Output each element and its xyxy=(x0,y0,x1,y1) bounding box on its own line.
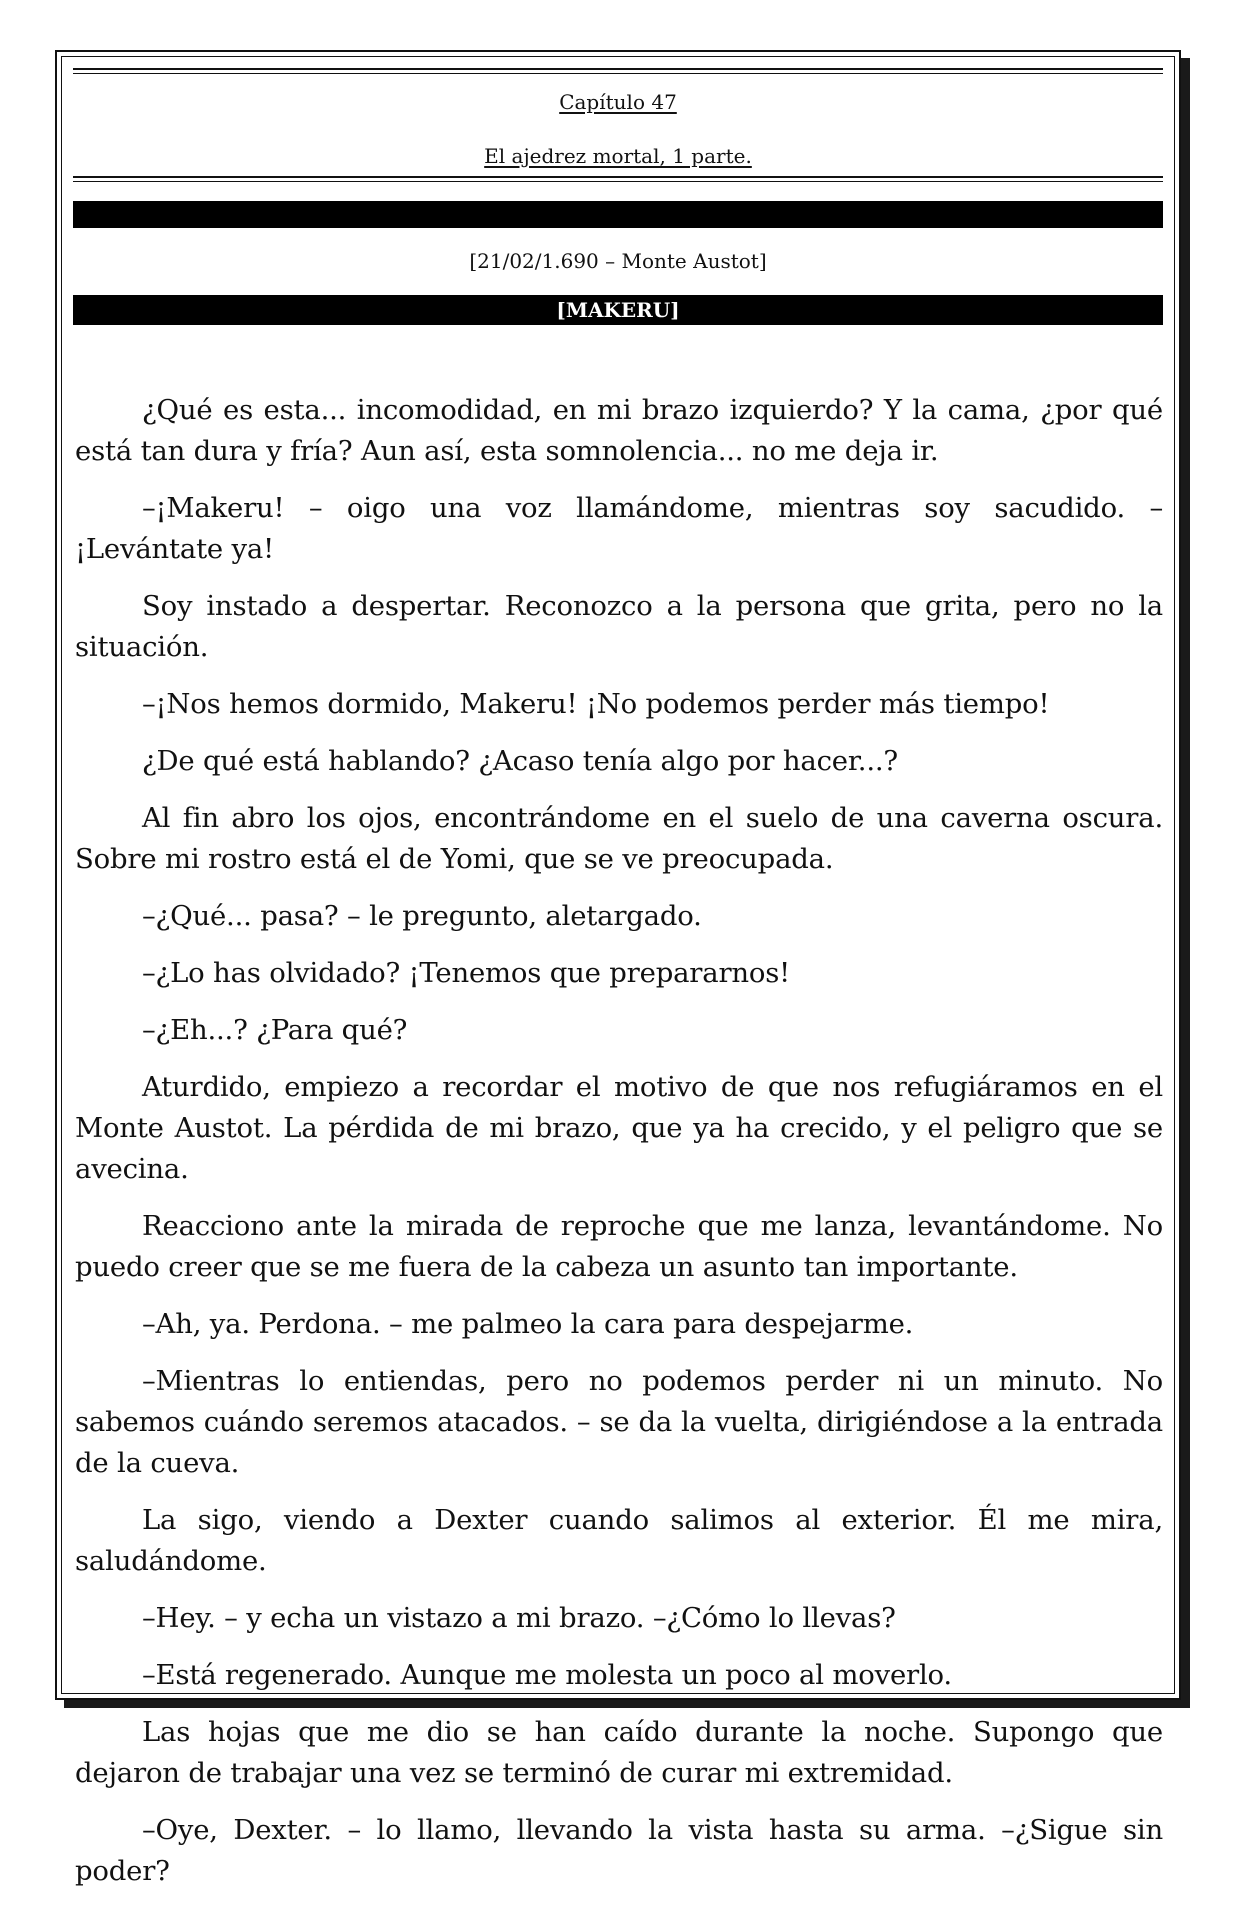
paragraph: Aturdido, empiezo a recordar el motivo de que nos refugiáramos en el Monte Austot. La pérdida de mi brazo, que ya ha crecido, y el peligro que se avecina. xyxy=(75,1071,1163,1185)
chapter-body xyxy=(75,390,1163,1908)
paragraph: –Mientras lo entiendas, pero no podemos perder ni un minuto. No sabemos cuándo seremos atacados. – se da la vuelta, dirigiéndose a la entrada de la cueva. xyxy=(75,1365,1163,1479)
middle-rule-thin xyxy=(73,181,1163,182)
paragraph: Al fin abro los ojos, encontrándome en el suelo de una caverna oscura. Sobre mi rostro está el de Yomi, que se ve preocupada. xyxy=(75,802,1163,875)
paragraph: Soy instado a despertar. Reconozco a la persona que grita, pero no la situación. xyxy=(75,590,1163,663)
date-location: [21/02/1.690 – Monte Austot] xyxy=(469,249,767,273)
paragraph: Reacciono ante la mirada de reproche que me lanza, levantándome. No puedo creer que se me fuera de la cabeza un asunto tan importante. xyxy=(75,1210,1163,1283)
page-frame xyxy=(55,50,1181,1887)
paragraph: –Oye, Dexter. – lo llamo, llevando la vista hasta su arma. –¿Sigue sin poder? xyxy=(75,1814,1163,1887)
top-rule-thin xyxy=(73,73,1163,74)
chapter-title: El ajedrez mortal, 1 parte. xyxy=(484,144,752,168)
paragraph: –¡Nos hemos dormido, Makeru! ¡No podemos perder más tiempo! xyxy=(142,688,1050,720)
top-rule xyxy=(73,68,1163,70)
paragraph: Las hojas que me dio se han caído durante la noche. Supongo que dejaron de trabajar una vez se terminó de curar mi extremidad. xyxy=(75,1716,1163,1789)
paragraph: La sigo, viendo a Dexter cuando salimos al exterior. Él me mira, saludándome. xyxy=(75,1504,1163,1577)
middle-rule xyxy=(73,176,1163,178)
paragraph: –¿Qué... pasa? – le pregunto, aletargado. xyxy=(142,900,702,932)
paragraph: –Hey. – y echa un vistazo a mi brazo. –¿Cómo lo llevas? xyxy=(142,1602,896,1634)
paragraph: ¿De qué está hablando? ¿Acaso tenía algo por hacer...? xyxy=(142,745,898,777)
paragraph: –¿Eh...? ¿Para qué? xyxy=(142,1014,408,1046)
paragraph: –Ah, ya. Perdona. – me palmeo la cara para despejarme. xyxy=(142,1308,914,1340)
paragraph: –Está regenerado. Aunque me molesta un poco al moverlo. xyxy=(142,1659,952,1691)
chapter-number: Capítulo 47 xyxy=(559,90,677,114)
paragraph: –¿Lo has olvidado? ¡Tenemos que prepararnos! xyxy=(142,957,791,989)
narrator-bar: [MAKERU] xyxy=(73,295,1163,325)
paragraph: ¿Qué es esta... incomodidad, en mi brazo izquierdo? Y la cama, ¿por qué está tan dura y fría? Aun así, esta somnolencia... no me deja ir. xyxy=(75,394,1163,467)
separator-bar xyxy=(73,201,1163,228)
paragraph: –¡Makeru! – oigo una voz llamándome, mientras soy sacudido. –¡Levántate ya! xyxy=(75,492,1163,565)
